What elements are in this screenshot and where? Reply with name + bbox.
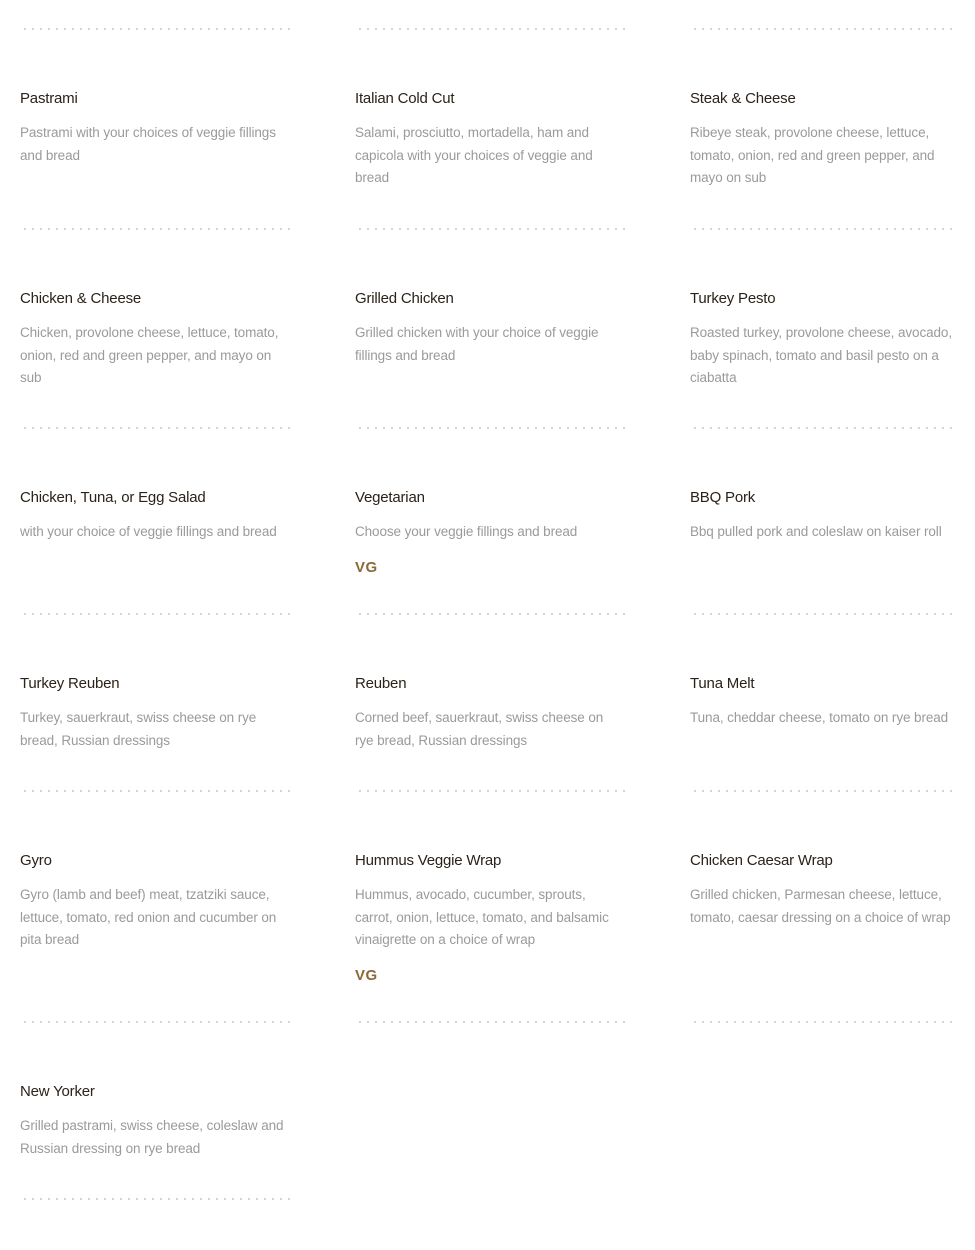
divider: [355, 28, 625, 30]
menu-item-name: BBQ Pork: [690, 489, 756, 506]
menu-item-description: Grilled chicken with your choice of veggie fillings and bread: [355, 325, 599, 363]
menu-item-description: Turkey, sauerkraut, swiss cheese on rye bread, Russian dressings: [20, 710, 257, 748]
menu-item[interactable]: [690, 851, 958, 929]
menu-item-name: Hummus Veggie Wrap: [355, 852, 502, 869]
menu-item-name: Grilled Chicken: [355, 290, 454, 307]
menu-item-description: Choose your veggie fillings and bread: [355, 524, 578, 539]
menu-item-name: Reuben: [355, 675, 407, 692]
divider: [355, 613, 625, 615]
menu-item[interactable]: [20, 851, 290, 952]
menu-item-name: Pastrami: [20, 90, 78, 107]
menu-item-name: Turkey Pesto: [690, 290, 776, 307]
divider: [20, 790, 290, 792]
menu-item-name: Chicken, Tuna, or Egg Salad: [20, 489, 206, 506]
divider: [20, 1198, 290, 1200]
menu-item-description: Hummus, avocado, cucumber, sprouts, carrot, onion, lettuce, tomato, and balsamic vinaigrette on a choice of wrap: [355, 887, 609, 947]
menu-item-description: Grilled chicken, Parmesan cheese, lettuce, tomato, caesar dressing on a choice of wrap: [690, 887, 951, 925]
menu-item-name: New Yorker: [20, 1083, 95, 1100]
vegetarian-badge: VG: [355, 966, 378, 984]
menu-item[interactable]: [690, 289, 958, 390]
menu-item[interactable]: [690, 89, 958, 190]
menu-item-description: Gyro (lamb and beef) meat, tzatziki sauce, lettuce, tomato, red onion and cucumber on pita bread: [20, 887, 277, 947]
divider: [355, 1021, 625, 1023]
divider: [20, 613, 290, 615]
divider: [355, 228, 625, 230]
menu-item-description: Bbq pulled pork and coleslaw on kaiser roll: [690, 524, 942, 539]
divider: [355, 427, 625, 429]
menu-item-name: Chicken & Cheese: [20, 290, 142, 307]
menu-item[interactable]: [355, 851, 625, 986]
menu-item-name: Tuna Melt: [690, 675, 755, 692]
menu-item-name: Vegetarian: [355, 489, 425, 506]
menu-item-description: Chicken, provolone cheese, lettuce, tomato, onion, red and green pepper, and mayo on sub: [20, 325, 279, 385]
vegetarian-badge: VG: [355, 558, 378, 576]
menu-item-description: Grilled pastrami, swiss cheese, coleslaw and Russian dressing on rye bread: [20, 1118, 284, 1156]
menu-item-description: Roasted turkey, provolone cheese, avocado, baby spinach, tomato and basil pesto on a ciabatta: [690, 325, 952, 385]
menu-item[interactable]: [20, 1082, 290, 1160]
menu-item-name: Turkey Reuben: [20, 675, 120, 692]
menu-item[interactable]: [690, 488, 958, 544]
menu-item[interactable]: [355, 89, 625, 190]
menu-item-name: Chicken Caesar Wrap: [690, 852, 833, 869]
menu-item-description: Corned beef, sauerkraut, swiss cheese on rye bread, Russian dressings: [355, 710, 604, 748]
divider: [690, 228, 958, 230]
divider: [690, 790, 958, 792]
menu-item-name: Gyro: [20, 852, 52, 869]
menu-item[interactable]: [355, 289, 625, 367]
menu-item-description: with your choice of veggie fillings and bread: [20, 524, 277, 539]
menu-item-description: Tuna, cheddar cheese, tomato on rye bread: [690, 710, 949, 725]
menu-item[interactable]: [20, 488, 290, 544]
menu-item-description: Pastrami with your choices of veggie fillings and bread: [20, 125, 276, 163]
menu-item[interactable]: [20, 89, 290, 167]
divider: [690, 427, 958, 429]
divider: [20, 28, 290, 30]
divider: [20, 1021, 290, 1023]
menu-item-description: Salami, prosciutto, mortadella, ham and capicola with your choices of veggie and bread: [355, 125, 593, 185]
menu-item[interactable]: [20, 289, 290, 390]
divider: [690, 613, 958, 615]
divider: [690, 28, 958, 30]
menu-item[interactable]: [690, 674, 958, 730]
divider: [355, 790, 625, 792]
menu-item-description: Ribeye steak, provolone cheese, lettuce, tomato, onion, red and green pepper, and mayo on sub: [690, 125, 935, 185]
menu-item[interactable]: [20, 674, 290, 752]
menu-item[interactable]: [355, 674, 625, 752]
divider: [690, 1021, 958, 1023]
menu-item[interactable]: [355, 488, 625, 578]
divider: [20, 427, 290, 429]
divider: [20, 228, 290, 230]
menu-item-name: Steak & Cheese: [690, 90, 796, 107]
menu-item-name: Italian Cold Cut: [355, 90, 455, 107]
